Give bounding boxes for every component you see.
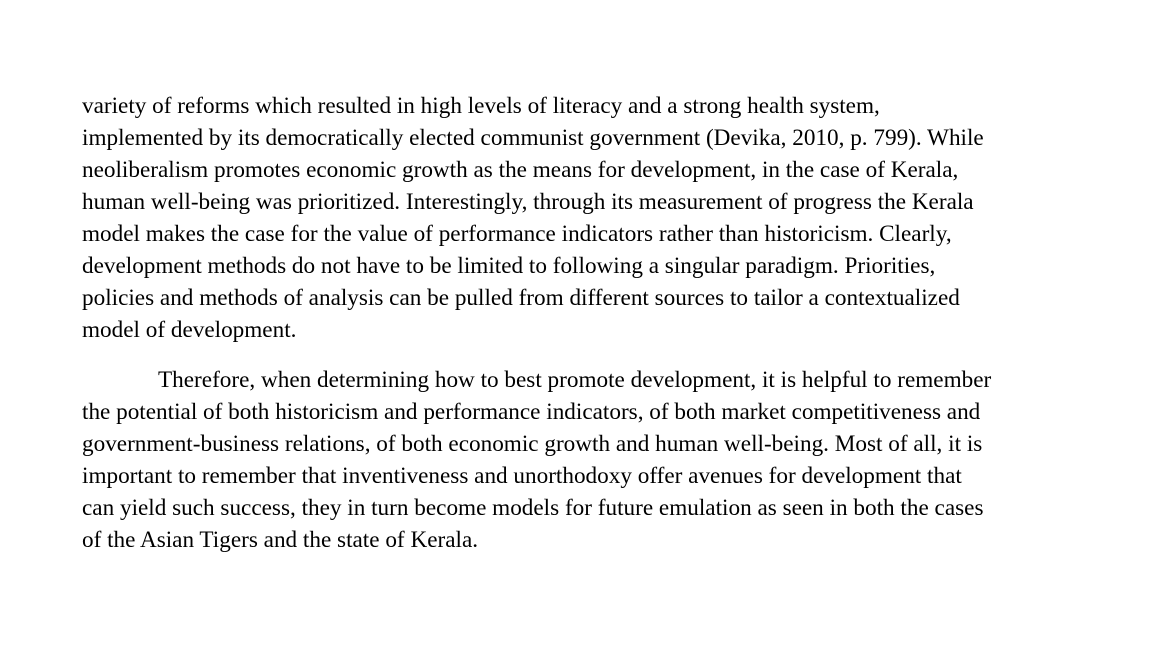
paragraph-line: Therefore, when determining how to best promote development, it is helpful to remember <box>158 367 992 393</box>
paragraph-line: government-business relations, of both economic growth and human well-being. Most of all, it is <box>82 431 983 457</box>
paragraph-line: model makes the case for the value of performance indicators rather than historicism. Clearly, <box>82 221 952 247</box>
paragraph-line: variety of reforms which resulted in high levels of literacy and a strong health system, <box>82 93 880 119</box>
paragraph-line: important to remember that inventiveness and unorthodoxy offer avenues for development that <box>82 463 962 489</box>
paragraph-line: neoliberalism promotes economic growth as the means for development, in the case of Kerala, <box>82 157 959 183</box>
paragraph-line: model of development. <box>82 317 297 343</box>
paragraph-2 <box>82 364 1082 556</box>
paragraph-line: the potential of both historicism and performance indicators, of both market competitiveness and <box>82 399 981 425</box>
paragraph-line: development methods do not have to be limited to following a singular paradigm. Priorities, <box>82 253 936 279</box>
paragraph-line: can yield such success, they in turn become models for future emulation as seen in both the cases <box>82 495 984 521</box>
paragraph-1 <box>82 90 1082 346</box>
document-page <box>82 90 1082 556</box>
paragraph-line: of the Asian Tigers and the state of Kerala. <box>82 527 479 553</box>
paragraph-line: human well-being was prioritized. Interestingly, through its measurement of progress the Kerala <box>82 189 974 215</box>
paragraph-line: implemented by its democratically elected communist government (Devika, 2010, p. 799). While <box>82 125 984 151</box>
paragraph-line: policies and methods of analysis can be pulled from different sources to tailor a contextualized <box>82 285 960 311</box>
